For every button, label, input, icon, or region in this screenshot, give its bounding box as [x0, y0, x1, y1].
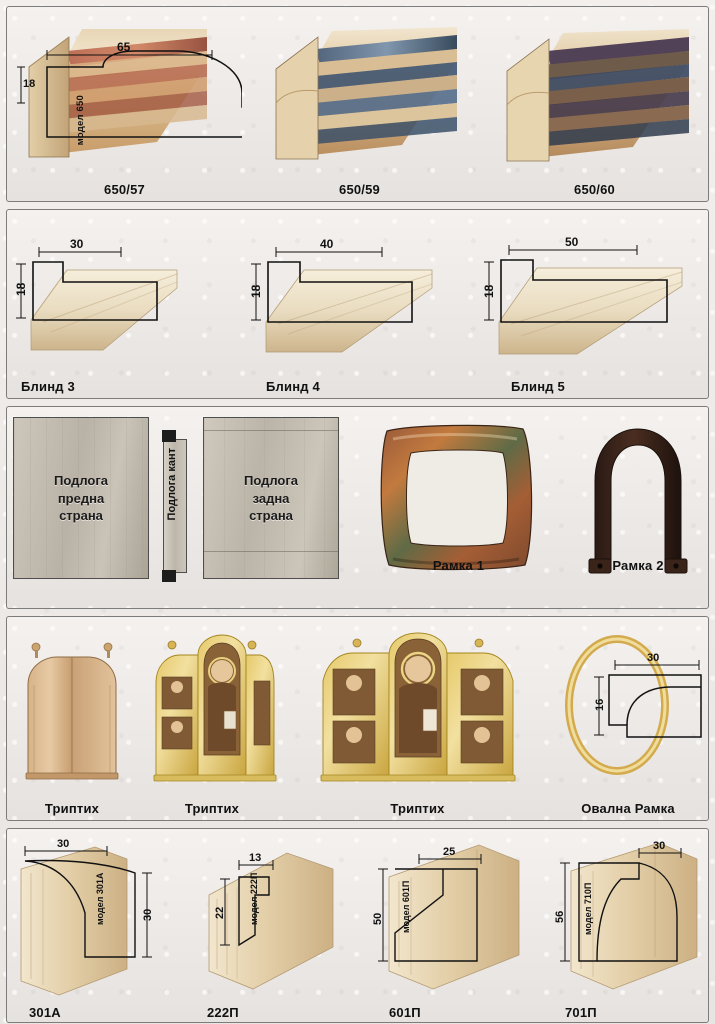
caption-blind-5: Блинд 5: [511, 379, 565, 394]
moulding-item-650-60: [477, 7, 709, 201]
backing-edge-label: Подлога кант: [166, 448, 178, 521]
profile-panel: [6, 828, 709, 1023]
svg-text:18: 18: [249, 284, 263, 298]
svg-text:18: 18: [482, 284, 496, 298]
profile-item-601p: [359, 829, 535, 1022]
profile-item-701p: [535, 829, 709, 1022]
frame-2-item: [568, 407, 708, 579]
svg-text:30: 30: [57, 838, 70, 850]
caption-650-60: 650/60: [574, 182, 615, 197]
profile-601p-drawing: [359, 829, 535, 999]
triptych-3-drawing: [313, 625, 523, 790]
edge-clip-bottom-icon: [162, 570, 176, 582]
moulding-item-650-57: [7, 7, 242, 201]
backing-edge-strip: [163, 439, 187, 573]
caption-blind-3: Блинд 3: [21, 379, 75, 394]
svg-text:18: 18: [14, 282, 28, 296]
profile-301a-drawing: [7, 829, 183, 999]
moulding-650-57-drawing: [7, 7, 242, 177]
backing-panel: [6, 406, 709, 609]
profile-222p-drawing: [183, 829, 359, 999]
moulding-panel: [6, 6, 709, 202]
svg-text:модел 301А: модел 301А: [95, 872, 105, 925]
caption-650-57: 650/57: [104, 182, 145, 197]
svg-text:50: 50: [372, 912, 384, 925]
moulding-650-59-drawing: [242, 7, 477, 177]
svg-text:40: 40: [320, 237, 334, 251]
triptych-2-drawing: [142, 625, 282, 790]
svg-text:18: 18: [23, 78, 36, 90]
svg-text:30: 30: [646, 652, 659, 664]
svg-text:22: 22: [214, 906, 226, 919]
caption-triptych-1: Триптих: [44, 801, 100, 816]
svg-text:65: 65: [117, 40, 131, 54]
svg-text:50: 50: [565, 235, 579, 249]
backing-front-board: [13, 417, 149, 579]
triptych-item-1: [7, 617, 137, 820]
profile-item-301a: [7, 829, 183, 1022]
triptych-1-drawing: [12, 625, 132, 790]
blind-item-5: [477, 210, 709, 398]
svg-text:56: 56: [554, 910, 566, 923]
svg-text:30: 30: [70, 237, 84, 251]
frame-2-drawing: [573, 419, 703, 579]
caption-601p: 601П: [389, 1005, 421, 1020]
caption-frame-2: Рамка 2: [612, 558, 664, 573]
caption-triptych-3: Триптих: [390, 801, 445, 816]
svg-text:модел 710П: модел 710П: [583, 882, 593, 935]
svg-text:модел 222П: модел 222П: [249, 872, 259, 925]
board-seam-top: [204, 430, 338, 431]
board-seam-bottom: [204, 551, 338, 552]
caption-oval-frame: Овална Рамка: [581, 801, 675, 816]
profile-item-222p: [183, 829, 359, 1022]
svg-text:ХС: ХС: [404, 662, 412, 667]
triptych-item-2: [137, 617, 287, 820]
caption-650-59: 650/59: [339, 182, 380, 197]
blind-item-4: [242, 210, 477, 398]
moulding-item-650-59: [242, 7, 477, 201]
caption-701p: 701П: [565, 1005, 597, 1020]
caption-triptych-2: Триптих: [184, 801, 240, 816]
svg-text:25: 25: [443, 846, 456, 858]
backing-front-label: Подлога предна страна: [53, 473, 109, 524]
oval-frame-drawing: [551, 625, 706, 790]
blind-panel: [6, 209, 709, 399]
triptych-item-3: [287, 617, 548, 820]
blind-item-3: [7, 210, 242, 398]
edge-clip-top-icon: [162, 430, 176, 442]
caption-blind-4: Блинд 4: [266, 379, 320, 394]
triptych-panel: [6, 616, 709, 821]
backing-back-label: Подлога задна страна: [243, 473, 299, 524]
caption-222p: 222П: [207, 1005, 239, 1020]
caption-frame-1: Рамка 1: [432, 558, 485, 573]
blind-3-drawing: [7, 210, 242, 375]
svg-text:30: 30: [653, 840, 666, 852]
model-650-label: модел 650: [75, 95, 86, 146]
svg-text:16: 16: [593, 698, 606, 711]
profile-701p-drawing: [535, 829, 709, 999]
svg-text:модел 601П: модел 601П: [401, 880, 411, 933]
oval-frame-item: [548, 617, 708, 820]
svg-text:13: 13: [249, 852, 262, 864]
svg-text:30: 30: [142, 908, 154, 921]
backing-back-board: [203, 417, 339, 579]
moulding-650-60-drawing: [477, 7, 709, 177]
blind-4-drawing: [242, 210, 477, 375]
blind-5-drawing: [477, 210, 709, 375]
caption-301a: 301А: [29, 1005, 61, 1020]
frame-1-item: [349, 407, 568, 579]
frame-1-drawing: [371, 419, 546, 579]
